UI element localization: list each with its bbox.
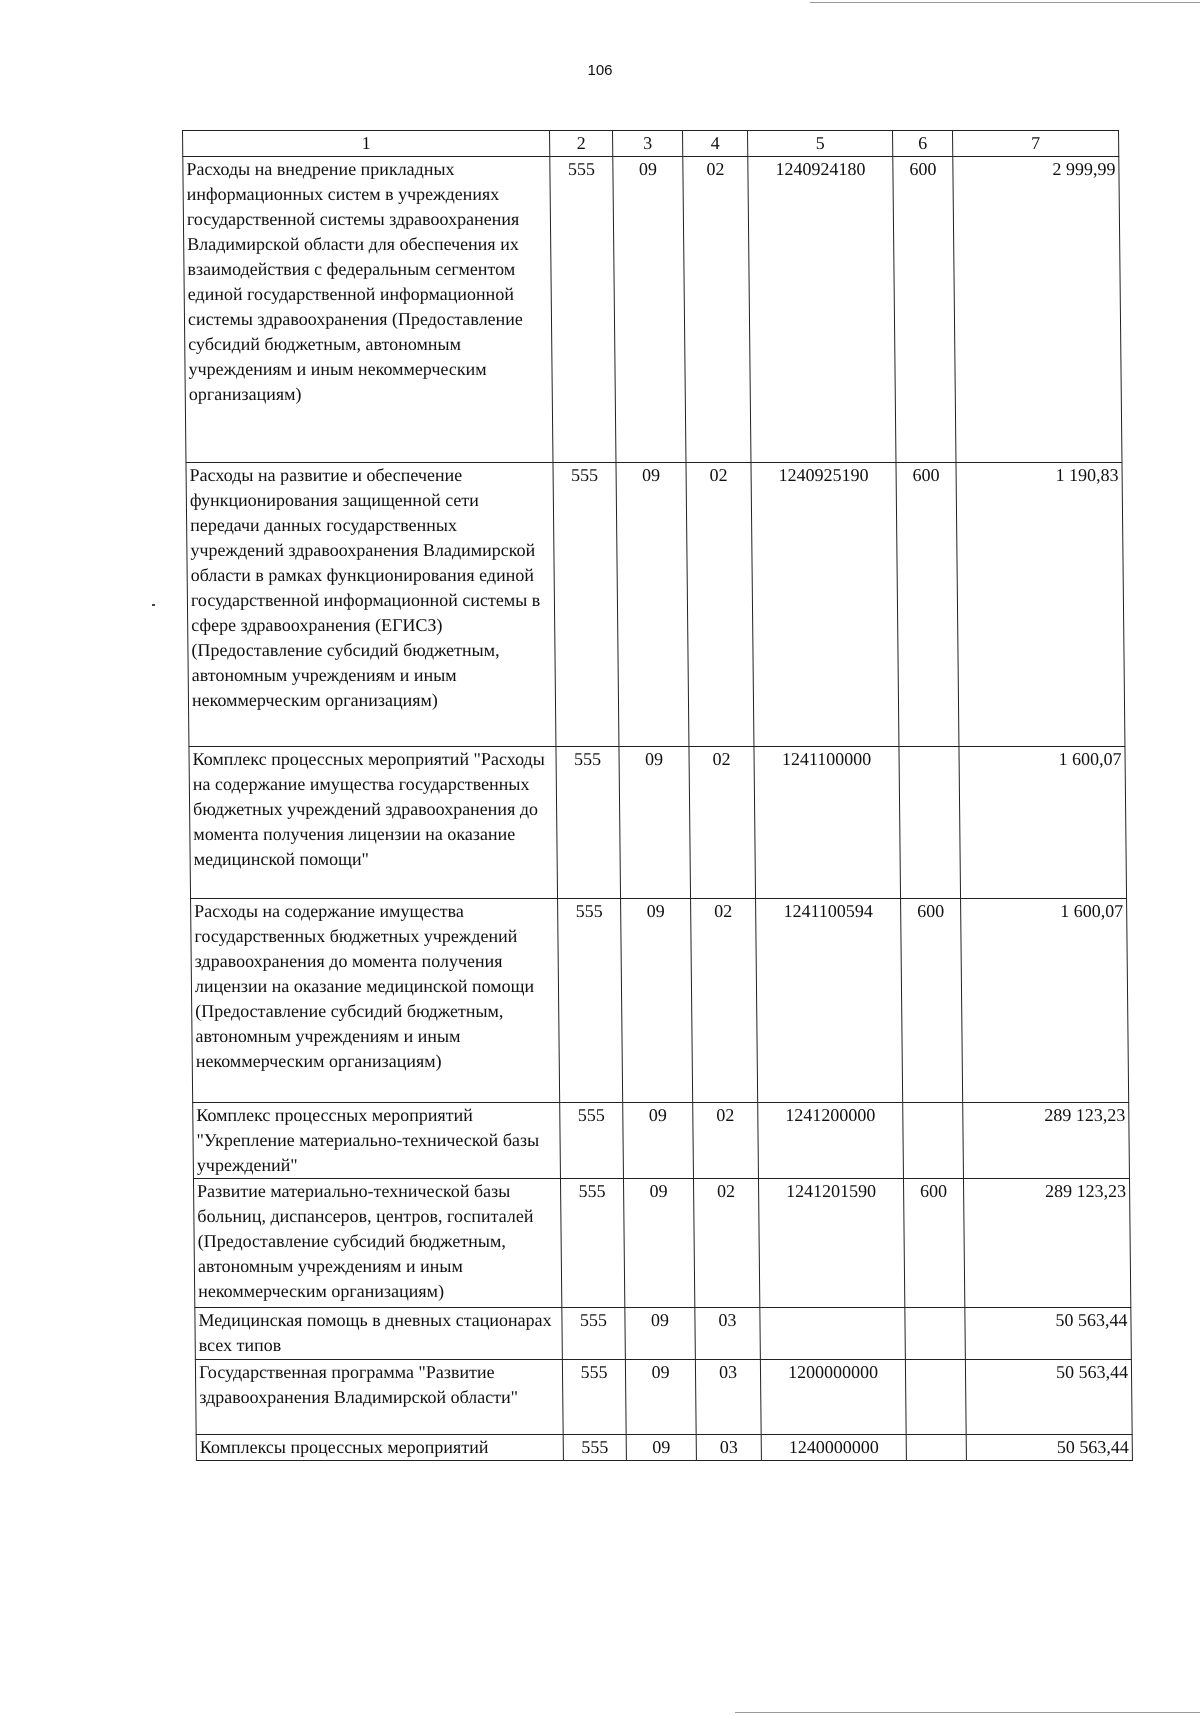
row-col5: 1241201590: [758, 1179, 904, 1308]
table-row: [196, 1435, 1132, 1461]
row-amount: 2 999,99: [953, 157, 1122, 463]
row-col4: 02: [689, 747, 756, 899]
row-col3: 09: [619, 747, 691, 899]
page-number: 106: [587, 62, 613, 79]
row-col6: 600: [893, 157, 956, 463]
row-amount: 1 190,83: [956, 463, 1125, 747]
row-col5: [760, 1308, 906, 1360]
column-header: 5: [748, 131, 893, 157]
row-col6: [905, 1308, 966, 1360]
row-col2: 555: [558, 899, 623, 1103]
row-col3: 09: [621, 899, 693, 1103]
row-col2: 555: [562, 1360, 626, 1435]
row-amount: 50 563,44: [965, 1360, 1132, 1435]
row-col6: 600: [903, 1179, 964, 1308]
row-col4: 03: [696, 1435, 761, 1461]
row-col3: 09: [616, 463, 689, 747]
column-header: 7: [953, 131, 1119, 157]
row-col5: 1240925190: [751, 463, 899, 747]
row-amount: 289 123,23: [963, 1179, 1130, 1308]
row-col4: 02: [693, 1179, 759, 1308]
row-amount: 289 123,23: [963, 1103, 1130, 1179]
scan-edge-top: [810, 2, 1200, 3]
scan-mark: [152, 604, 155, 606]
row-col2: 555: [560, 1179, 624, 1308]
row-name: Расходы на содержание имущества государственных бюджетных учреждений здравоохранения до момента получения лицензии на оказание медицинской помощи (Предоставление субсидий бюджетным, автономным учреждениям и иным некоммерческим организациям): [191, 899, 560, 1103]
row-col3: 09: [625, 1360, 696, 1435]
table-row: [195, 1360, 1132, 1435]
row-col6: 600: [901, 899, 963, 1103]
row-amount: 1 600,07: [959, 747, 1127, 899]
row-col2: 555: [550, 157, 616, 463]
table-header-row: [183, 131, 1119, 157]
row-name: Комплекс процессных мероприятий "Укрепление материально-технической базы учреждений": [193, 1103, 561, 1179]
row-col3: 09: [625, 1308, 696, 1360]
row-col4: 03: [695, 1360, 761, 1435]
row-col2: 555: [560, 1103, 624, 1179]
row-amount: 50 563,44: [966, 1435, 1132, 1461]
row-amount: 1 600,07: [961, 899, 1129, 1103]
row-col2: 555: [556, 747, 621, 899]
row-name: Комплекс процессных мероприятий "Расходы на содержание имущества государственных бюджетных учреждений здравоохранения до момента получения лицензии на оказание медицинской помощи": [189, 747, 558, 899]
row-col5: 1200000000: [760, 1360, 906, 1435]
budget-table: [182, 130, 1133, 1461]
row-col6: 600: [896, 463, 959, 747]
row-col3: 09: [623, 1179, 694, 1308]
row-col6: [899, 747, 961, 899]
row-col4: 02: [686, 463, 754, 747]
row-col6: [906, 1435, 966, 1461]
row-amount: 50 563,44: [965, 1308, 1132, 1360]
row-name: Медицинская помощь в дневных стационарах всех типов: [195, 1308, 563, 1360]
row-col2: 555: [553, 463, 619, 747]
row-name: Комплексы процессных мероприятий: [196, 1435, 563, 1461]
column-header: 4: [683, 131, 748, 157]
row-col4: 02: [693, 1103, 759, 1179]
table-row: [186, 463, 1125, 747]
row-col5: 1240000000: [761, 1435, 906, 1461]
table-row: [195, 1308, 1132, 1360]
table-row: [193, 1179, 1130, 1308]
row-col5: 1241200000: [758, 1103, 904, 1179]
table-row: [189, 747, 1127, 899]
column-header: 1: [183, 131, 550, 157]
table-row: [193, 1103, 1130, 1179]
row-col4: 03: [695, 1308, 761, 1360]
row-col2: 555: [563, 1435, 626, 1461]
row-col3: 09: [613, 157, 686, 463]
row-col6: [903, 1103, 964, 1179]
column-header: 2: [550, 131, 613, 157]
row-col4: 02: [683, 157, 751, 463]
column-header: 6: [893, 131, 953, 157]
row-col4: 02: [691, 899, 758, 1103]
table-row: [183, 157, 1122, 463]
row-col6: [905, 1360, 966, 1435]
table-row: [191, 899, 1129, 1103]
row-col5: 1241100594: [756, 899, 903, 1103]
row-name: Расходы на внедрение прикладных информационных систем в учреждениях государственной системы здравоохранения Владимирской области для обеспечения их взаимодействия с федеральным сегментом единой государственной информационной системы здравоохранения (Предоставление субсидий бюджетным, автономным учреждениям и иным некоммерческим организациям): [183, 157, 553, 463]
row-name: Развитие материально-технической базы больниц, диспансеров, центров, госпиталей (Предоставление субсидий бюджетным, автономным учреждениям и иным некоммерческим организациям): [193, 1179, 561, 1308]
row-col5: 1240924180: [748, 157, 896, 463]
row-col2: 555: [562, 1308, 626, 1360]
row-name: Расходы на развитие и обеспечение функционирования защищенной сети передачи данных государственных учреждений здравоохранения Владимирской области в рамках функционирования единой государственной информационной системы в сфере здравоохранения (ЕГИСЗ) (Предоставление субсидий бюджетным, автономным учреждениям и иным некоммерческим организациям): [186, 463, 556, 747]
row-col5: 1241100000: [754, 747, 901, 899]
row-col3: 09: [623, 1103, 694, 1179]
row-col3: 09: [626, 1435, 696, 1461]
column-header: 3: [613, 131, 683, 157]
scan-edge-bottom: [735, 1712, 1200, 1713]
row-name: Государственная программа "Развитие здравоохранения Владимирской области": [195, 1360, 563, 1435]
